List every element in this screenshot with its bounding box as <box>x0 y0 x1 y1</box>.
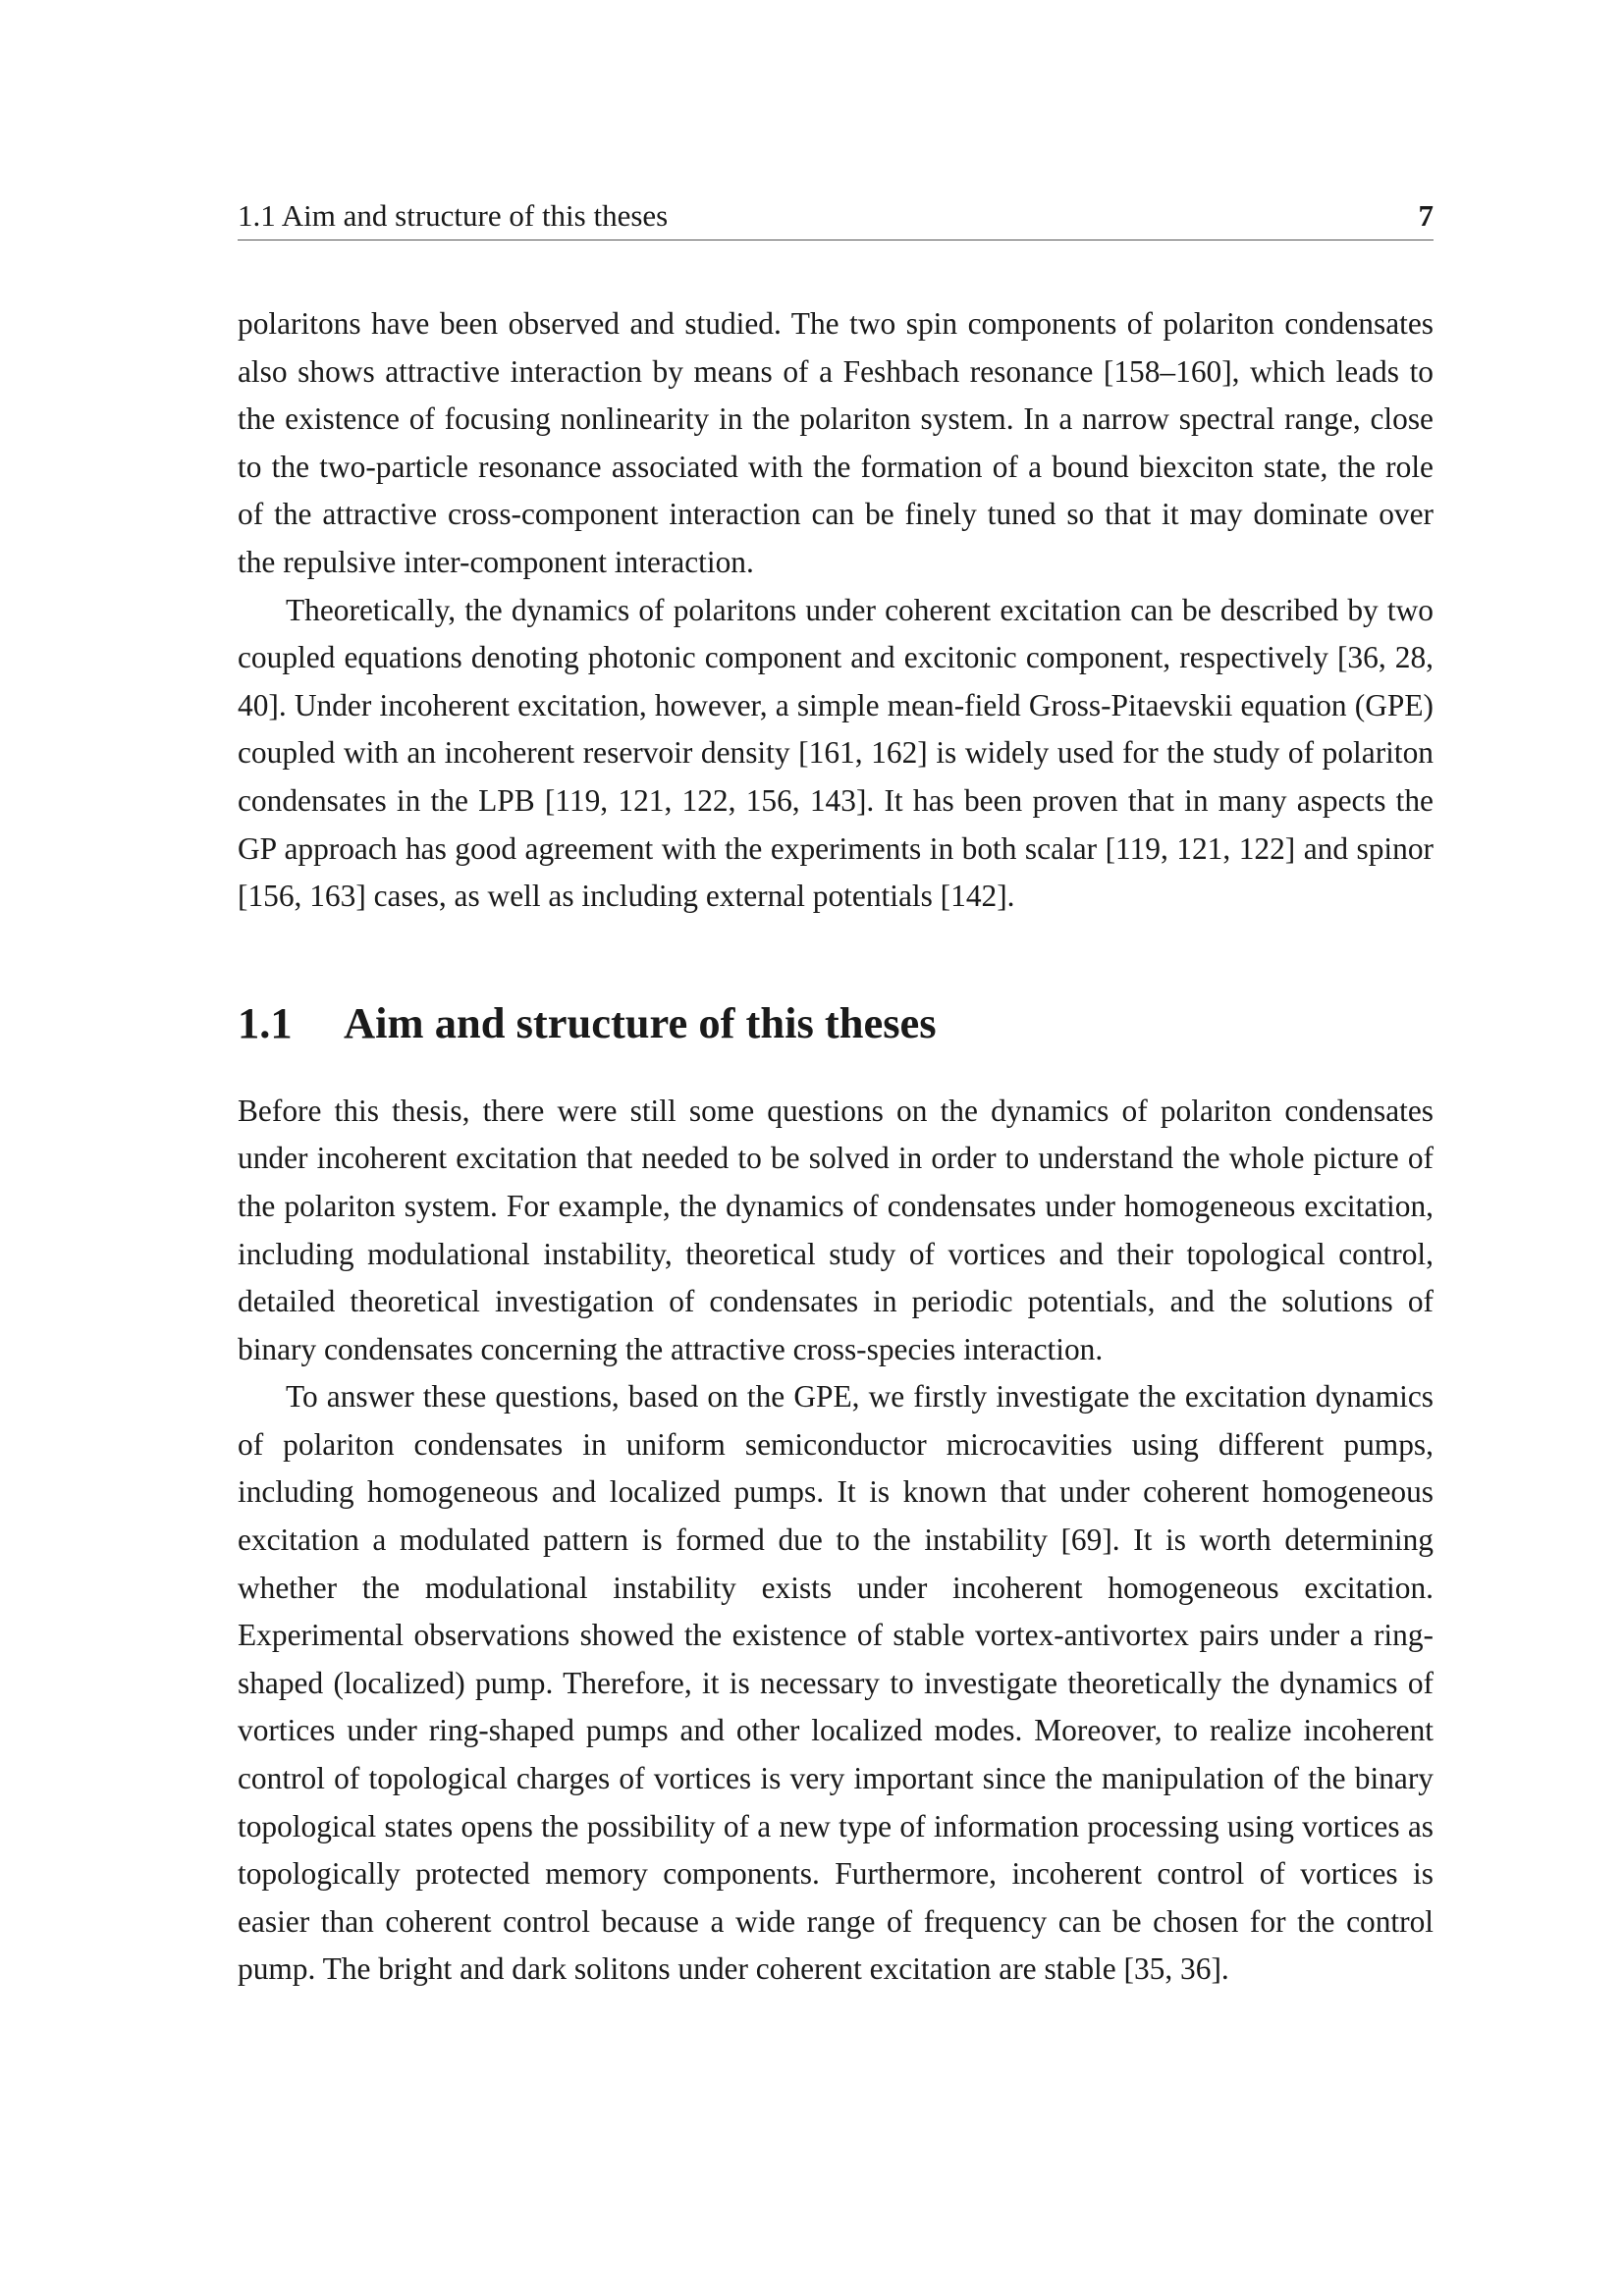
page-number: 7 <box>1418 198 1434 233</box>
section-body <box>238 1088 1434 1994</box>
page <box>238 192 1434 1994</box>
intro-paragraph-2: Theoretically, the dynamics of polaritons under coherent excitation can be described by two coupled equations denoting photonic component and excitonic component, respectively [36, 28, 40]. Under incoherent excitation, however, a simple mean-field Gross-Pitaevskii equation (GPE) coupled with an incoherent reservoir density [161, 162] is widely used for the study of polariton condensates in the LPB [119, 121, 122, 156, 143]. It has been proven that in many aspects the GP approach has good agreement with the experiments in both scalar [119, 121, 122] and spinor [156, 163] cases, as well as including external potentials [142]. <box>238 592 1434 914</box>
running-head <box>238 192 1434 240</box>
section-heading <box>238 995 1434 1050</box>
section-number: 1.1 <box>238 997 293 1047</box>
running-head-title: 1.1 Aim and structure of this theses <box>238 198 669 233</box>
section-title: Aim and structure of this theses <box>344 997 937 1047</box>
section-paragraph-1: Before this thesis, there were still some questions on the dynamics of polariton condensates under incoherent excitation that needed to be solved in order to understand the whole picture of the polariton system. For example, the dynamics of condensates under homogeneous excitation, including modulational instability, theoretical study of vortices and their topological control, detailed theoretical investigation of condensates in periodic potentials, and the solutions of binary condensates concerning the attractive cross-species interaction. <box>238 1093 1434 1366</box>
intro-paragraph-1: polaritons have been observed and studied. The two spin components of polariton condensates also shows attractive interaction by means of a Feshbach resonance [158–160], which leads to the existence of focusing nonlinearity in the polariton system. In a narrow spectral range, close to the two-particle resonance associated with the formation of a bound biexciton state, the role of the attractive cross-component interaction can be finely tuned so that it may dominate over the repulsive inter-component interaction. <box>238 306 1434 579</box>
section-paragraph-2: To answer these questions, based on the GPE, we firstly investigate the excitation dynamics of polariton condensates in uniform semiconductor microcavities using different pumps, including homogeneous and localized pumps. It is known that under coherent homogeneous excitation a modulated pattern is formed due to the instability [69]. It is worth determining whether the modulational instability exists under incoherent homogeneous excitation. Experimental observations showed the existence of stable vortex-antivortex pairs under a ring-shaped (localized) pump. Therefore, it is necessary to investigate theoretically the dynamics of vortices under ring-shaped pumps and other localized modes. Moreover, to realize incoherent control of topological charges of vortices is very important since the manipulation of the binary topological states opens the possibility of a new type of information processing using vortices as topologically protected memory components. Furthermore, incoherent control of vortices is easier than coherent control because a wide range of frequency can be chosen for the control pump. The bright and dark solitons under coherent excitation are stable [35, 36]. <box>238 1379 1434 1987</box>
intro-text <box>238 300 1434 921</box>
